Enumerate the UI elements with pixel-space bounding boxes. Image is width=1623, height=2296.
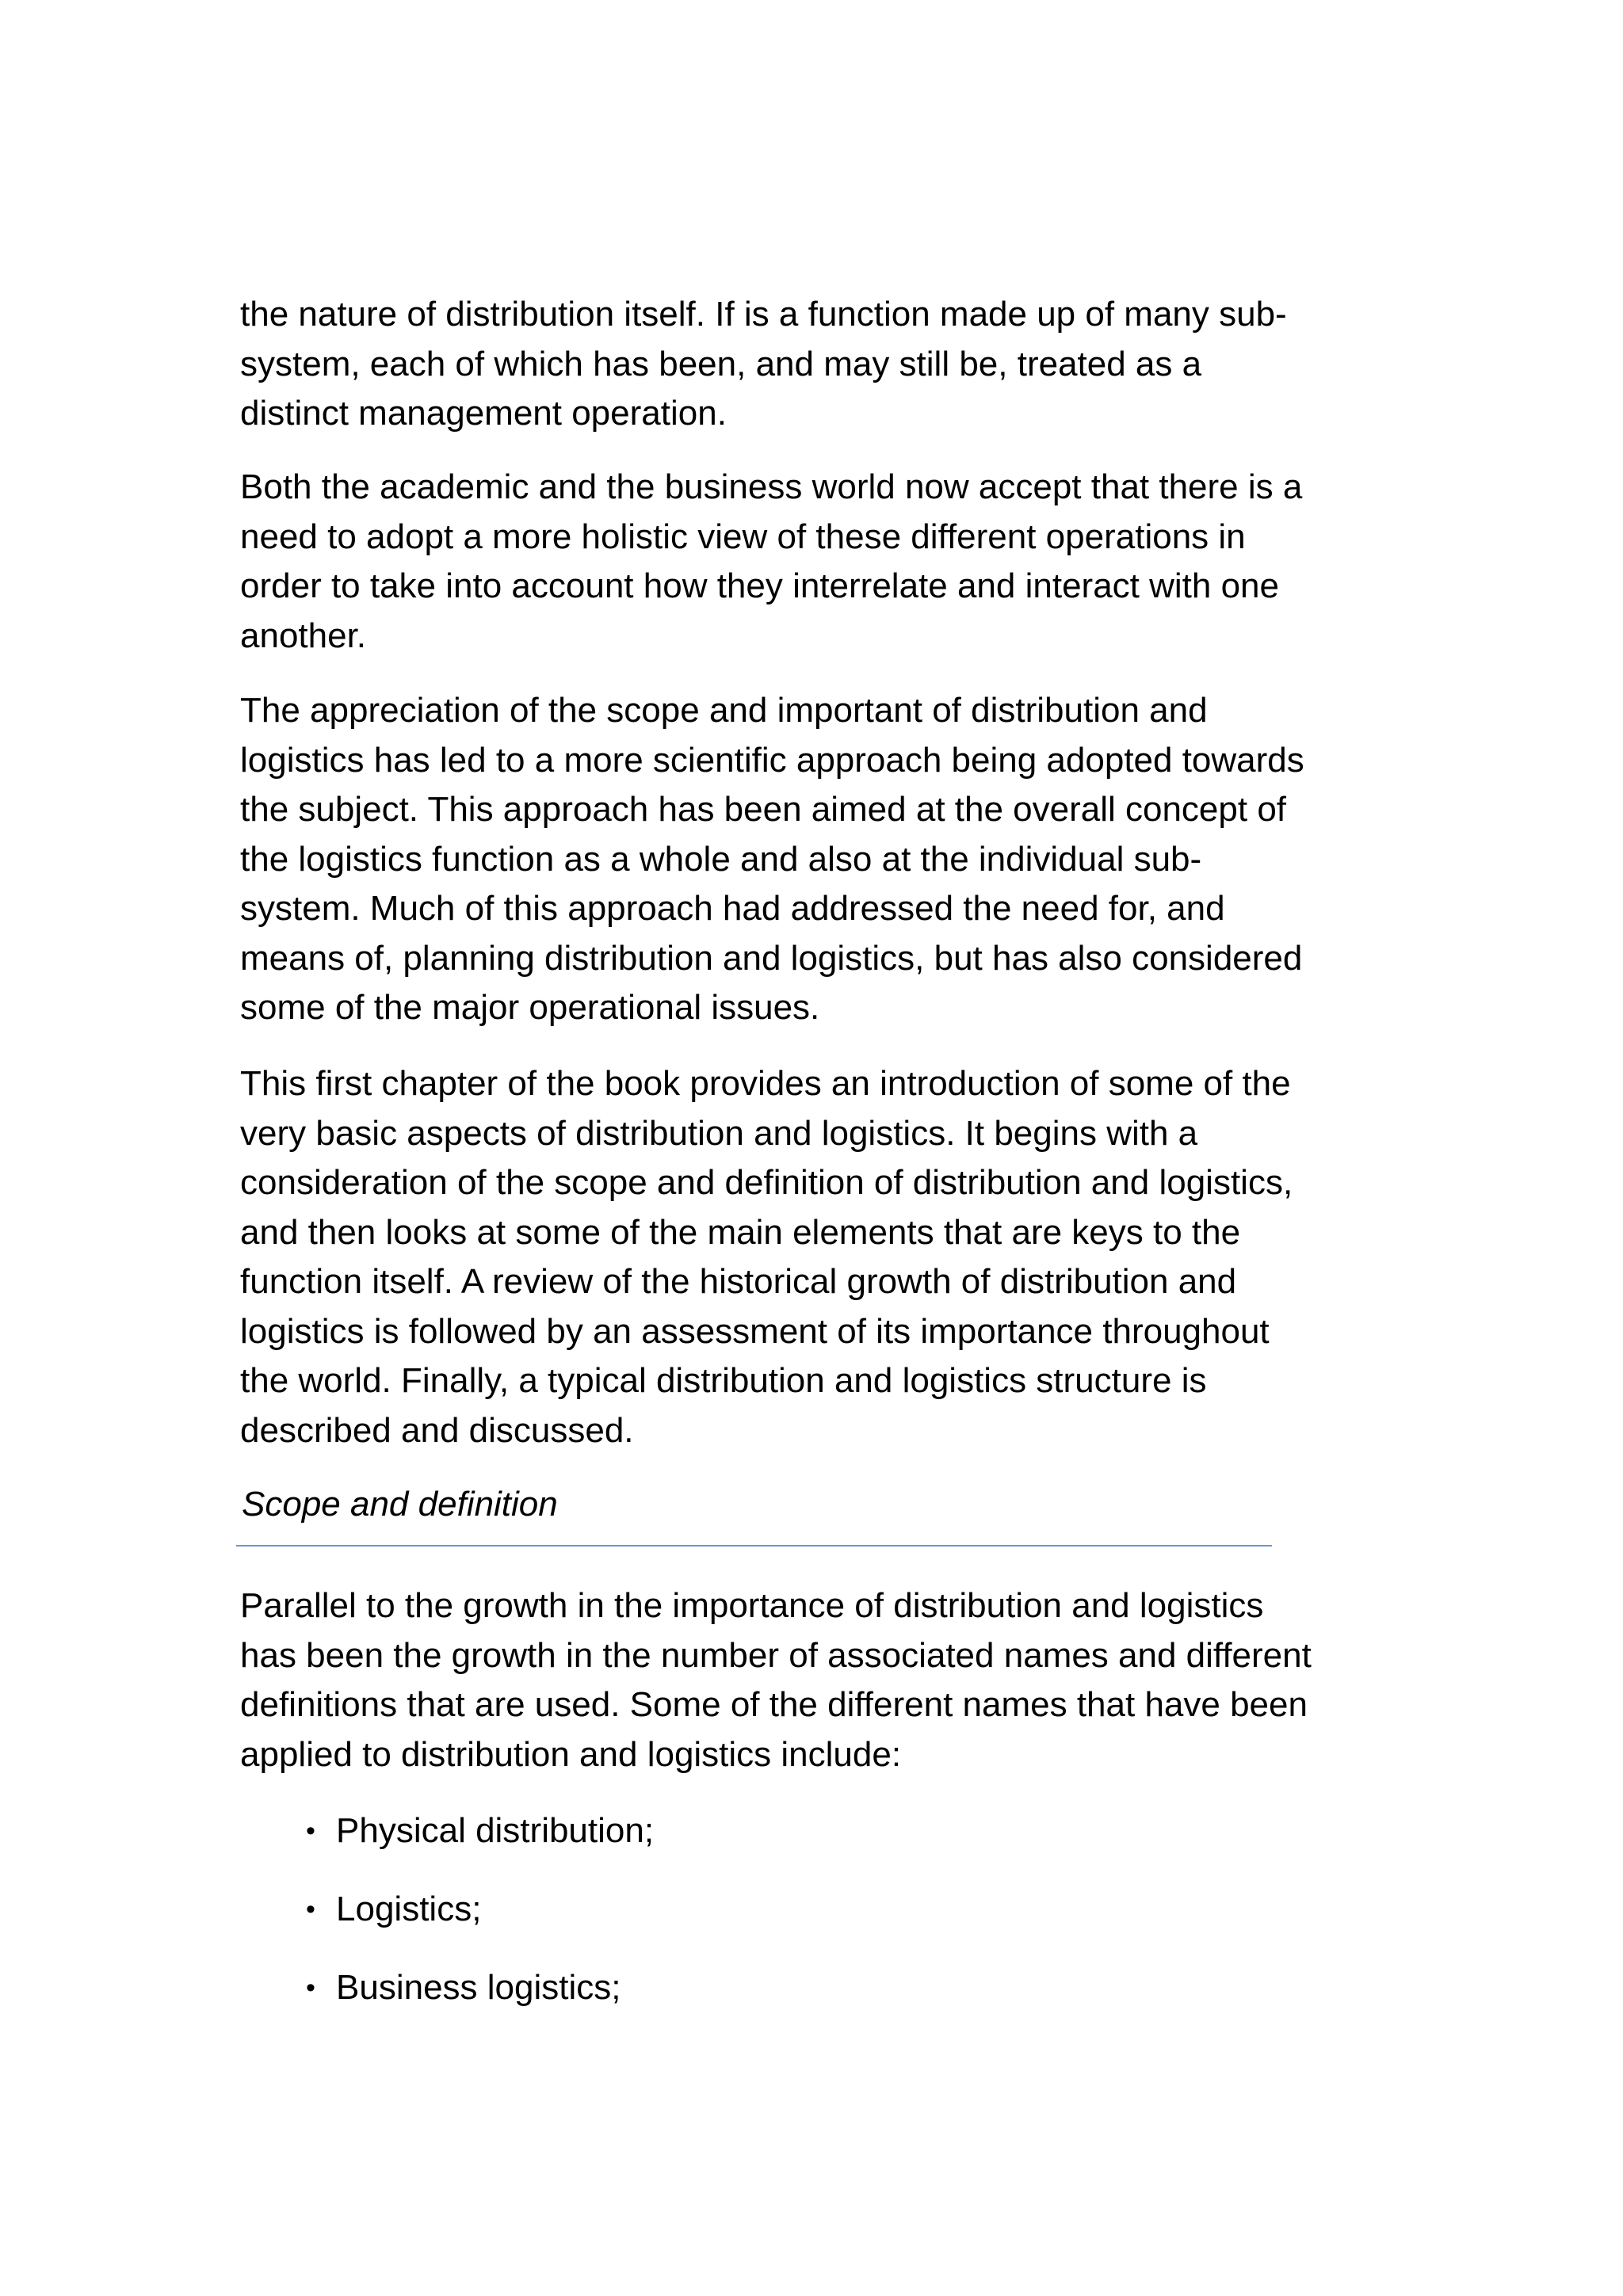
paragraph-line: applied to distribution and logistics include: bbox=[240, 1734, 902, 1774]
paragraph-1 bbox=[240, 290, 1405, 439]
paragraph-line: very basic aspects of distribution and logistics. It begins with a bbox=[240, 1113, 1198, 1153]
bullet-icon: • bbox=[306, 1816, 315, 1846]
paragraph-line: logistics is followed by an assessment of its importance throughout bbox=[240, 1311, 1270, 1351]
paragraph-line: described and discussed. bbox=[240, 1410, 634, 1450]
list-item bbox=[306, 1806, 654, 1855]
list-item bbox=[306, 1885, 654, 1934]
paragraph-line: logistics has led to a more scientific approach being adopted towards bbox=[240, 740, 1304, 780]
bullet-list bbox=[306, 1806, 654, 2042]
paragraph-line: definitions that are used. Some of the different names that have been bbox=[240, 1685, 1308, 1724]
paragraph-line: Parallel to the growth in the importance of distribution and logistics bbox=[240, 1586, 1264, 1625]
list-item-text: Physical distribution; bbox=[336, 1811, 655, 1850]
paragraph-line: system, each of which has been, and may still be, treated as a bbox=[240, 344, 1202, 383]
paragraph-line: distinct management operation. bbox=[240, 394, 727, 433]
list-item-text: Logistics; bbox=[336, 1890, 482, 1928]
paragraph-line: function itself. A review of the historical growth of distribution and bbox=[240, 1262, 1237, 1301]
paragraph-line: Both the academic and the business world now accept that there is a bbox=[240, 467, 1303, 506]
section-heading: Scope and definition bbox=[242, 1485, 558, 1524]
list-item bbox=[306, 1963, 654, 2012]
paragraph-line: the logistics function as a whole and also at the individual sub- bbox=[240, 839, 1202, 879]
paragraph-3 bbox=[240, 686, 1405, 1033]
paragraph-line: This first chapter of the book provides an introduction of some of the bbox=[240, 1064, 1291, 1103]
bullet-icon: • bbox=[306, 1894, 315, 1924]
paragraph-line: the nature of distribution itself. If is a function made up of many sub- bbox=[240, 295, 1287, 334]
paragraph-line: consideration of the scope and definition of distribution and logistics, bbox=[240, 1163, 1293, 1202]
heading-underline-rule bbox=[236, 1545, 1272, 1547]
paragraph-4 bbox=[240, 1059, 1405, 1455]
paragraph-line: some of the major operational issues. bbox=[240, 988, 820, 1027]
paragraph-line: the subject. This approach has been aimed at the overall concept of bbox=[240, 790, 1287, 829]
bullet-icon: • bbox=[306, 1973, 315, 2003]
paragraph-line: system. Much of this approach had addressed the need for, and bbox=[240, 889, 1225, 928]
paragraph-line: has been the growth in the number of associated names and different bbox=[240, 1635, 1312, 1675]
paragraph-line: means of, planning distribution and logistics, but has also considered bbox=[240, 938, 1303, 978]
paragraph-line: order to take into account how they interrelate and interact with one bbox=[240, 566, 1279, 605]
paragraph-line: The appreciation of the scope and important of distribution and bbox=[240, 691, 1208, 730]
section-intro-paragraph bbox=[240, 1581, 1405, 1779]
paragraph-line: another. bbox=[240, 616, 367, 655]
paragraph-line: and then looks at some of the main elements that are keys to the bbox=[240, 1212, 1241, 1252]
list-item-text: Business logistics; bbox=[336, 1968, 621, 2007]
paragraph-line: need to adopt a more holistic view of these different operations in bbox=[240, 517, 1246, 556]
paragraph-2 bbox=[240, 463, 1405, 661]
paragraph-line: the world. Finally, a typical distribution and logistics structure is bbox=[240, 1361, 1207, 1400]
